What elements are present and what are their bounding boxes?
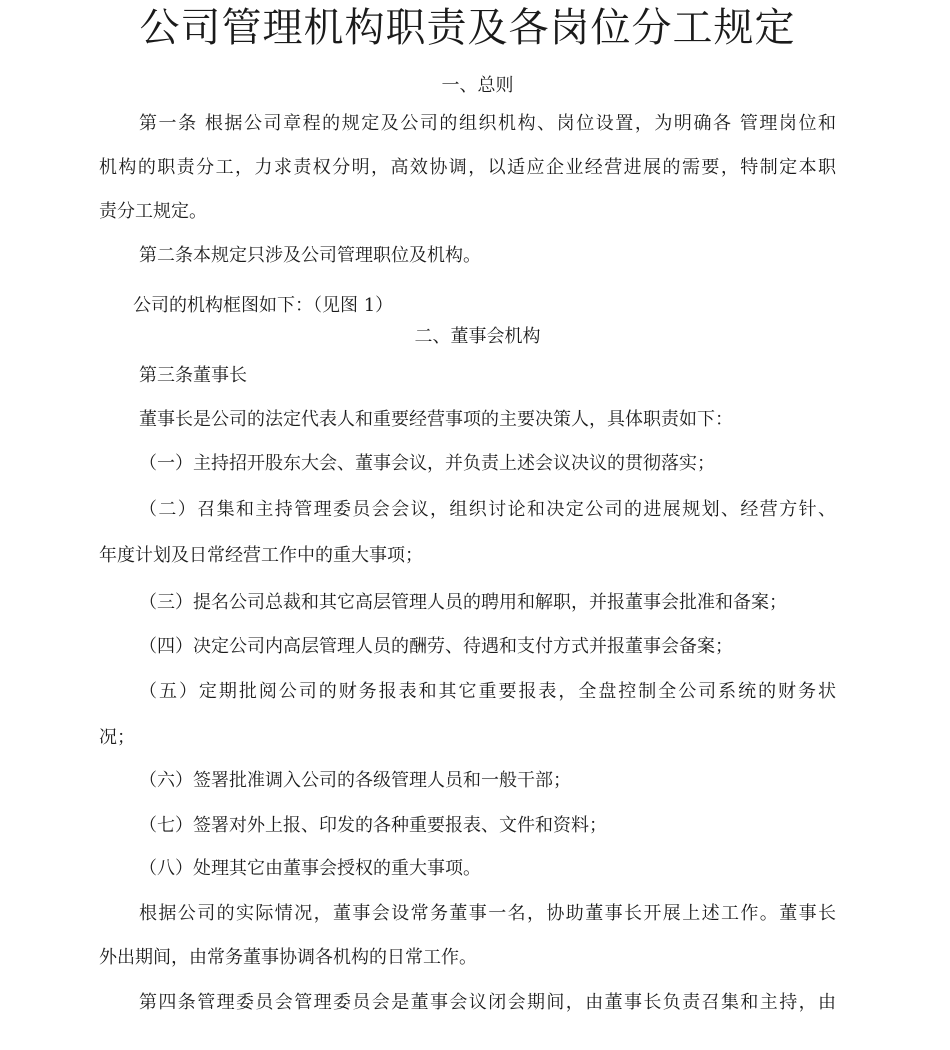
duty-4: （四）决定公司内高层管理人员的酬劳、待遇和支付方式并报董事会备案； bbox=[139, 636, 733, 657]
document-title: 公司管理机构职责及各岗位分工规定 bbox=[139, 5, 796, 51]
section-heading-board: 二、董事会机构 bbox=[414, 326, 541, 347]
article-2: 第二条本规定只涉及公司管理职位及机构。 bbox=[139, 245, 481, 266]
duty-3: （三）提名公司总裁和其它高层管理人员的聘用和解职，并报董事会批准和备案； bbox=[139, 592, 787, 613]
duty-8: （八）处理其它由董事会授权的重大事项。 bbox=[139, 858, 481, 879]
article-3-heading: 第三条董事长 bbox=[139, 365, 247, 386]
section-heading-general: 一、总则 bbox=[441, 75, 514, 96]
article-1-line-2: 机构的职责分工，力求责权分明，高效协调，以适应企业经营进展的需要，特制定本职 bbox=[99, 157, 836, 178]
duty-1: （一）主持招开股东大会、董事会议，并负责上述会议决议的贯彻落实； bbox=[139, 453, 715, 474]
article-1-line-1: 第一条 根据公司章程的规定及公司的组织机构、岗位设置，为明确各 管理岗位和 bbox=[139, 113, 836, 134]
duty-5-line-2: 况； bbox=[99, 727, 135, 748]
duty-6: （六）签署批准调入公司的各级管理人员和一般干部； bbox=[139, 770, 571, 791]
article-4-line-1: 第四条管理委员会管理委员会是董事会议闭会期间，由董事长负责召集和主持，由 bbox=[139, 992, 836, 1013]
standing-director-note-line-2: 外出期间，由常务董事协调各机构的日常工作。 bbox=[99, 947, 477, 968]
article-1-line-3: 责分工规定。 bbox=[99, 201, 207, 222]
standing-director-note-line-1: 根据公司的实际情况，董事会设常务董事一名，协助董事长开展上述工作。董事长 bbox=[139, 903, 836, 924]
duty-7: （七）签署对外上报、印发的各种重要报表、文件和资料； bbox=[139, 815, 607, 836]
org-chart-reference: 公司的机构框图如下：（见图 1） bbox=[133, 295, 394, 316]
duty-2-line-1: （二）召集和主持管理委员会会议，组织讨论和决定公司的进展规划、经营方针、 bbox=[139, 499, 836, 520]
duty-5-line-1: （五）定期批阅公司的财务报表和其它重要报表，全盘控制全公司系统的财务状 bbox=[139, 681, 836, 702]
chairman-intro: 董事长是公司的法定代表人和重要经营事项的主要决策人，具体职责如下： bbox=[139, 409, 733, 430]
duty-2-line-2: 年度计划及日常经营工作中的重大事项； bbox=[99, 545, 423, 566]
